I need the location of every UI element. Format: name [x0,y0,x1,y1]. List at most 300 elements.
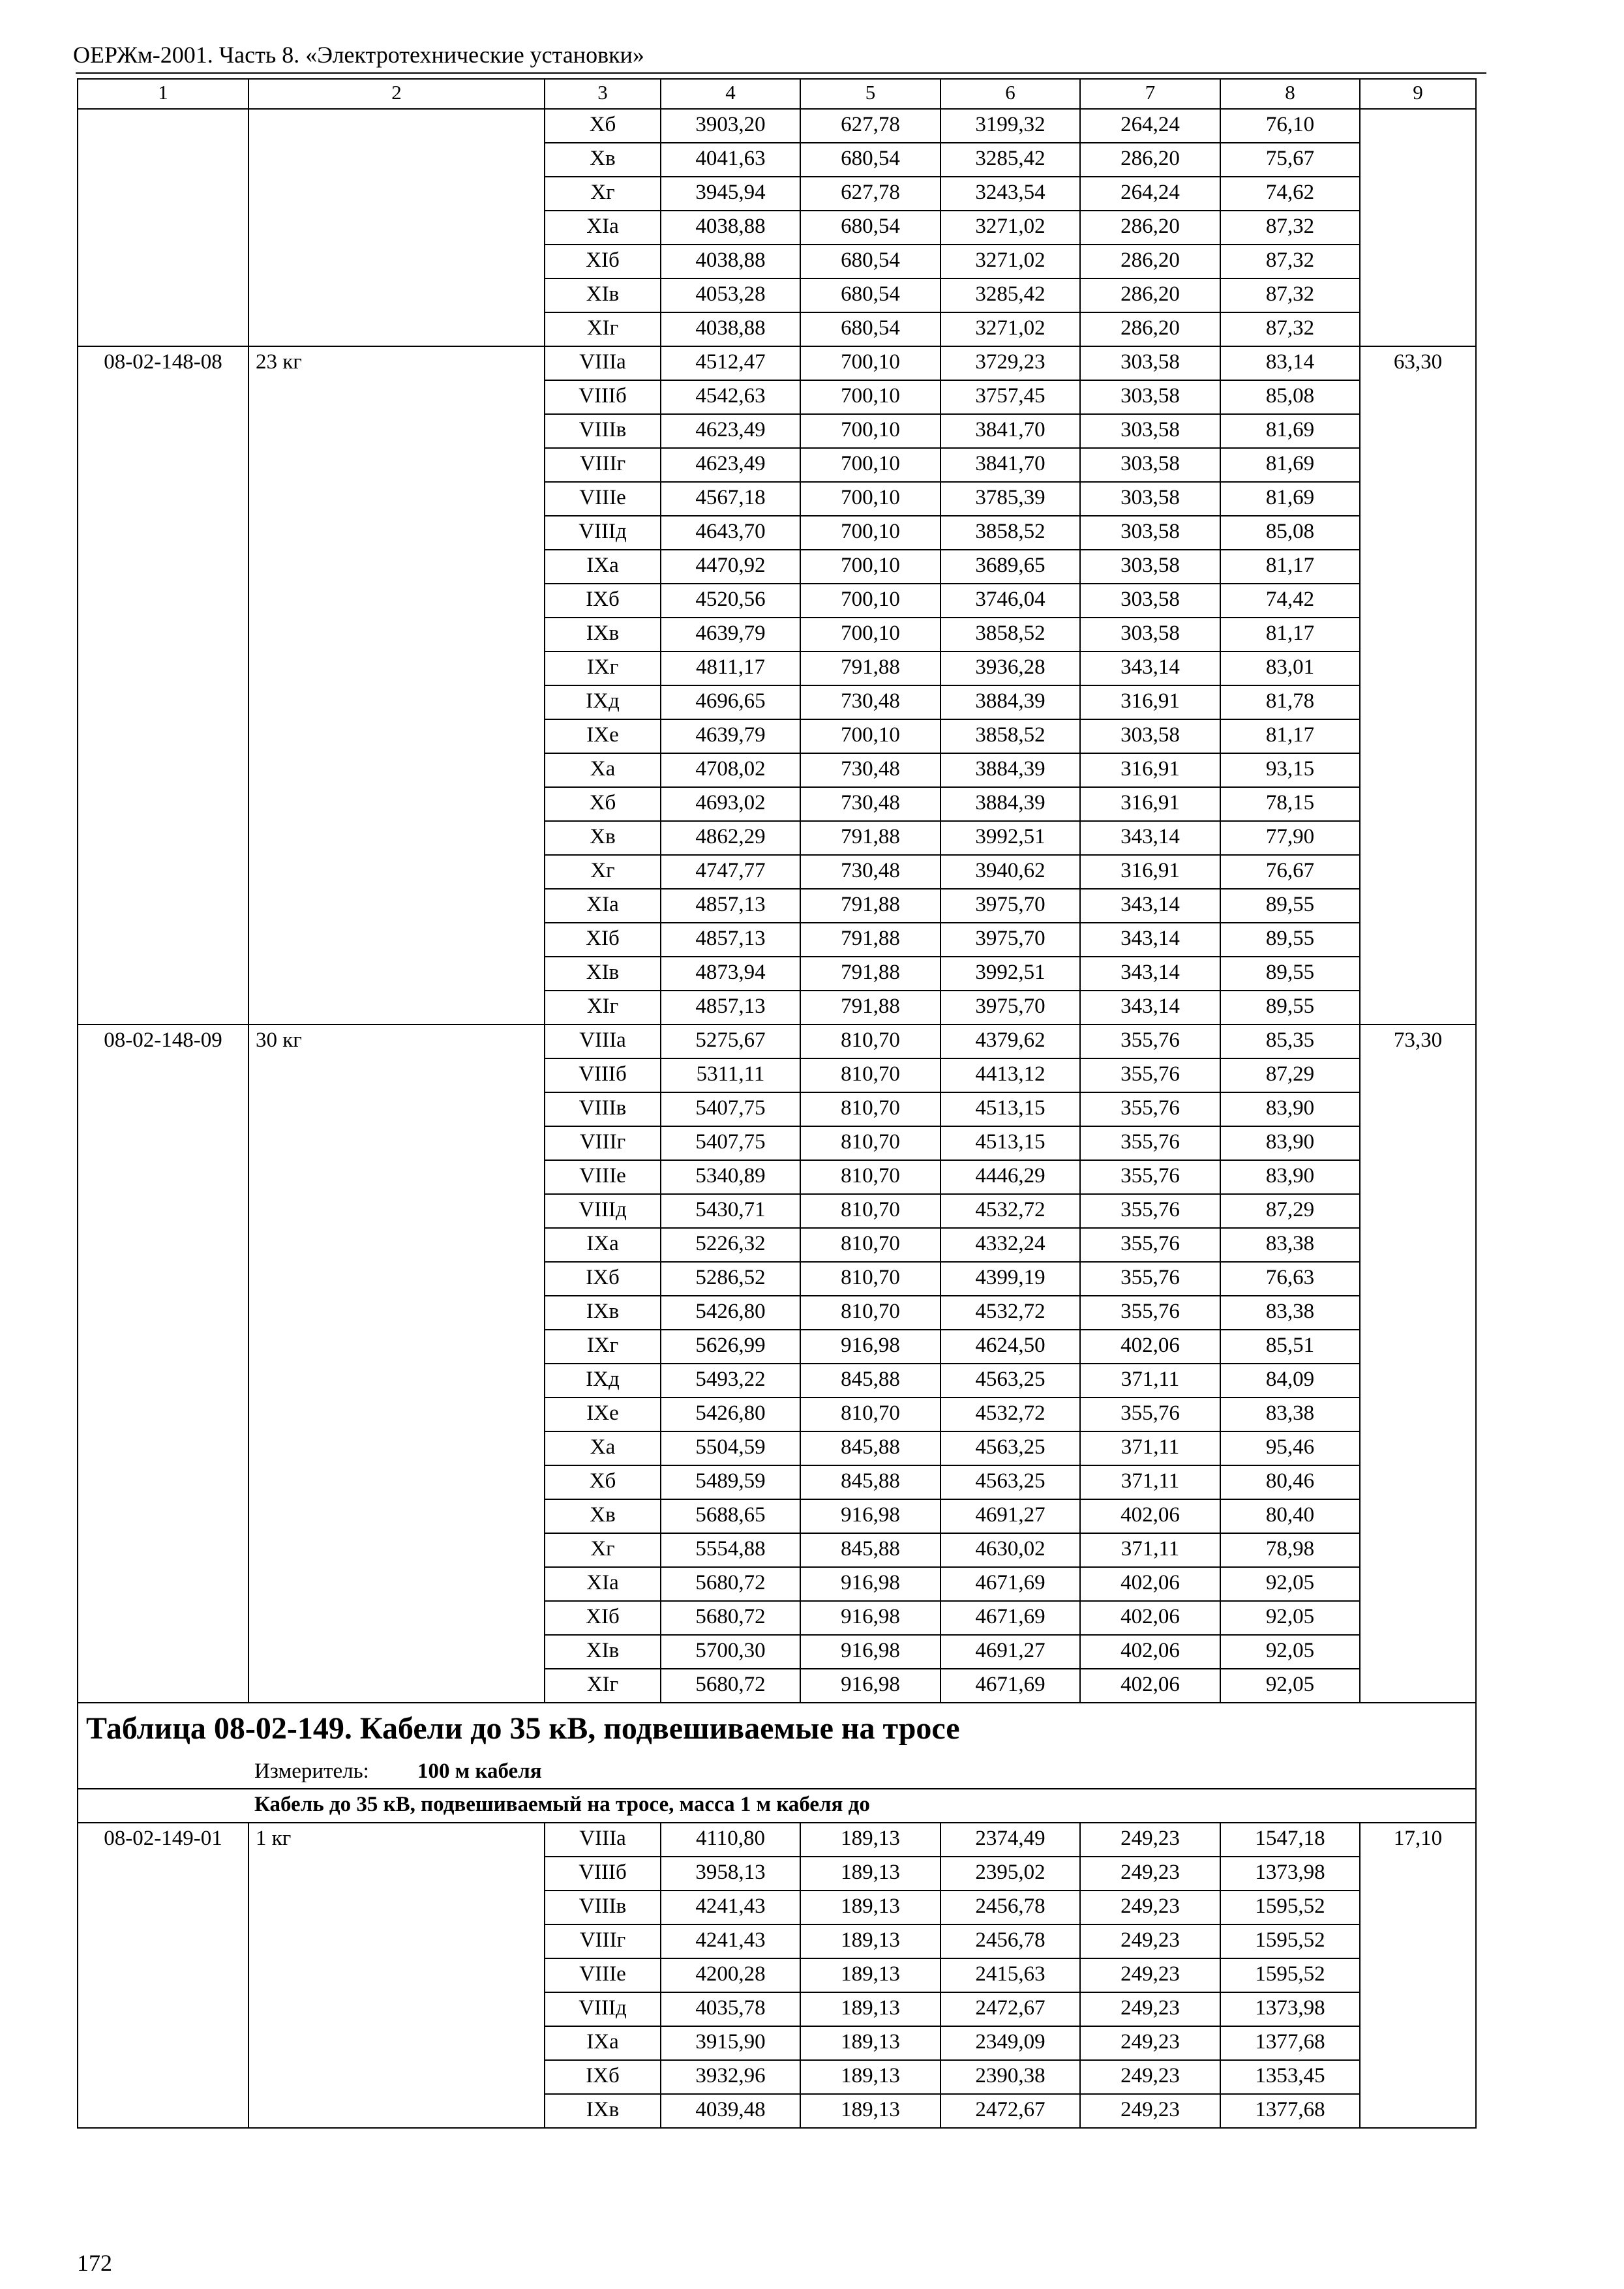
column-number: 5 [800,79,940,109]
machines-cell: 3940,62 [940,855,1080,889]
machines-cell: 3858,52 [940,516,1080,550]
wages-cell: 700,10 [800,550,940,584]
wages-cell: 810,70 [800,1296,940,1330]
total-cost-cell: 4241,43 [661,1891,800,1924]
total-cost-cell: 4053,28 [661,278,800,312]
machines-cell: 3285,42 [940,143,1080,177]
wages-cell: 189,13 [800,2026,940,2060]
zone-cell: IXв [545,1296,661,1330]
table-148-body [78,79,1476,1703]
materials-cell: 83,90 [1220,1126,1360,1160]
total-cost-cell: 4520,56 [661,584,800,618]
machinists-wages-cell: 303,58 [1080,516,1220,550]
machines-cell: 4332,24 [940,1228,1080,1262]
total-cost-cell: 5430,71 [661,1194,800,1228]
machinists-wages-cell: 249,23 [1080,1992,1220,2026]
machinists-wages-cell: 316,91 [1080,753,1220,787]
machinists-wages-cell: 264,24 [1080,177,1220,211]
machines-cell: 2472,67 [940,1992,1080,2026]
materials-cell: 83,90 [1220,1092,1360,1126]
wages-cell: 916,98 [800,1635,940,1669]
header-rule [76,72,1486,74]
total-cost-cell: 5688,65 [661,1499,800,1533]
wages-cell: 810,70 [800,1092,940,1126]
machines-cell: 2415,63 [940,1958,1080,1992]
machines-cell: 4671,69 [940,1567,1080,1601]
machines-cell: 4446,29 [940,1160,1080,1194]
materials-cell: 1373,98 [1220,1857,1360,1891]
column-number: 9 [1360,79,1476,109]
total-cost-cell: 4038,88 [661,245,800,278]
zone-cell: VIIIа [545,346,661,380]
wages-cell: 627,78 [800,177,940,211]
machines-cell: 3785,39 [940,482,1080,516]
machinists-wages-cell: 371,11 [1080,1364,1220,1398]
total-cost-cell: 4639,79 [661,618,800,651]
wages-cell: 916,98 [800,1499,940,1533]
materials-cell: 83,90 [1220,1160,1360,1194]
col9-cell: 63,30 [1360,346,1476,1025]
zone-cell: VIIIб [545,1857,661,1891]
total-cost-cell: 4623,49 [661,448,800,482]
total-cost-cell: 5426,80 [661,1398,800,1431]
machinists-wages-cell: 303,58 [1080,346,1220,380]
wages-cell: 730,48 [800,753,940,787]
total-cost-cell: 3958,13 [661,1857,800,1891]
total-cost-cell: 4038,88 [661,312,800,346]
materials-cell: 89,55 [1220,923,1360,957]
machinists-wages-cell: 249,23 [1080,1891,1220,1924]
machines-cell: 3841,70 [940,448,1080,482]
materials-cell: 95,46 [1220,1431,1360,1465]
zone-cell: XIб [545,923,661,957]
wages-cell: 680,54 [800,278,940,312]
table-row [78,109,1476,143]
zone-cell: XIб [545,245,661,278]
zone-cell: IXе [545,719,661,753]
wages-cell: 845,88 [800,1533,940,1567]
total-cost-cell: 5504,59 [661,1431,800,1465]
measure-label: Измеритель: [254,1759,369,1783]
machines-cell: 3271,02 [940,211,1080,245]
machines-cell: 4513,15 [940,1126,1080,1160]
materials-cell: 74,62 [1220,177,1360,211]
machines-cell: 4532,72 [940,1194,1080,1228]
price-table [77,78,1477,2129]
machinists-wages-cell: 286,20 [1080,312,1220,346]
col9-cell [1360,109,1476,346]
machinists-wages-cell: 343,14 [1080,651,1220,685]
table-row [78,1823,1476,1857]
machines-cell: 3975,70 [940,991,1080,1025]
wages-cell: 189,13 [800,1857,940,1891]
wages-cell: 845,88 [800,1364,940,1398]
total-cost-cell: 5493,22 [661,1364,800,1398]
zone-cell: IXа [545,2026,661,2060]
wages-cell: 916,98 [800,1567,940,1601]
materials-cell: 87,32 [1220,312,1360,346]
machines-cell: 2456,78 [940,1891,1080,1924]
total-cost-cell: 5680,72 [661,1567,800,1601]
code-cell: 08-02-149-01 [78,1823,248,2128]
wages-cell: 916,98 [800,1330,940,1364]
machinists-wages-cell: 286,20 [1080,211,1220,245]
zone-cell: Xб [545,109,661,143]
machines-cell: 3884,39 [940,787,1080,821]
mass-cell: 23 кг [248,346,545,1025]
machines-cell: 4691,27 [940,1499,1080,1533]
total-cost-cell: 4623,49 [661,414,800,448]
zone-cell: VIIIд [545,1992,661,2026]
mass-cell: 30 кг [248,1025,545,1703]
machinists-wages-cell: 355,76 [1080,1228,1220,1262]
zone-cell: XIг [545,991,661,1025]
machinists-wages-cell: 371,11 [1080,1465,1220,1499]
zone-cell: Xа [545,753,661,787]
machines-cell: 4399,19 [940,1262,1080,1296]
total-cost-cell: 5275,67 [661,1025,800,1058]
total-cost-cell: 4857,13 [661,991,800,1025]
wages-cell: 189,13 [800,2094,940,2128]
zone-cell: Xг [545,855,661,889]
materials-cell: 92,05 [1220,1601,1360,1635]
machinists-wages-cell: 286,20 [1080,278,1220,312]
zone-cell: VIIIг [545,1126,661,1160]
column-number: 1 [78,79,248,109]
machines-cell: 4671,69 [940,1601,1080,1635]
zone-cell: Xа [545,1431,661,1465]
zone-cell: XIа [545,1567,661,1601]
zone-cell: Xг [545,1533,661,1567]
table-149-heading [78,1703,1476,1823]
materials-cell: 89,55 [1220,889,1360,923]
total-cost-cell: 4639,79 [661,719,800,753]
machinists-wages-cell: 316,91 [1080,855,1220,889]
zone-cell: Xб [545,1465,661,1499]
materials-cell: 78,98 [1220,1533,1360,1567]
materials-cell: 1353,45 [1220,2060,1360,2094]
materials-cell: 89,55 [1220,991,1360,1025]
machines-cell: 4532,72 [940,1398,1080,1431]
total-cost-cell: 4038,88 [661,211,800,245]
machines-cell: 3199,32 [940,109,1080,143]
total-cost-cell: 4643,70 [661,516,800,550]
materials-cell: 74,42 [1220,584,1360,618]
zone-cell: VIIIе [545,1958,661,1992]
zone-cell: XIг [545,312,661,346]
machinists-wages-cell: 249,23 [1080,2060,1220,2094]
machines-cell: 2390,38 [940,2060,1080,2094]
wages-cell: 810,70 [800,1228,940,1262]
materials-cell: 83,38 [1220,1296,1360,1330]
machines-cell: 3757,45 [940,380,1080,414]
machines-cell: 3858,52 [940,719,1080,753]
zone-cell: IXв [545,618,661,651]
total-cost-cell: 3932,96 [661,2060,800,2094]
wages-cell: 700,10 [800,719,940,753]
col9-cell: 17,10 [1360,1823,1476,2128]
materials-cell: 85,08 [1220,380,1360,414]
materials-cell: 81,17 [1220,719,1360,753]
total-cost-cell: 4747,77 [661,855,800,889]
zone-cell: VIIIе [545,482,661,516]
machinists-wages-cell: 286,20 [1080,245,1220,278]
machines-cell: 3285,42 [940,278,1080,312]
wages-cell: 680,54 [800,245,940,278]
wages-cell: 680,54 [800,312,940,346]
machines-cell: 4563,25 [940,1364,1080,1398]
table-title-row [78,1703,1476,1757]
zone-cell: IXг [545,651,661,685]
wages-cell: 810,70 [800,1058,940,1092]
materials-cell: 83,38 [1220,1398,1360,1431]
total-cost-cell: 4110,80 [661,1823,800,1857]
materials-cell: 84,09 [1220,1364,1360,1398]
machinists-wages-cell: 371,11 [1080,1431,1220,1465]
measure-cell [78,1757,1476,1789]
machines-cell: 4413,12 [940,1058,1080,1092]
materials-cell: 1595,52 [1220,1924,1360,1958]
materials-cell: 87,29 [1220,1058,1360,1092]
materials-cell: 78,15 [1220,787,1360,821]
machinists-wages-cell: 402,06 [1080,1601,1220,1635]
machines-cell: 4563,25 [940,1431,1080,1465]
machinists-wages-cell: 402,06 [1080,1499,1220,1533]
table-title: Таблица 08-02-149. Кабели до 35 кВ, подвешиваемые на тросе [78,1703,1476,1757]
machinists-wages-cell: 316,91 [1080,685,1220,719]
total-cost-cell: 5340,89 [661,1160,800,1194]
materials-cell: 1595,52 [1220,1958,1360,1992]
measure-value: 100 м кабеля [417,1759,542,1783]
wages-cell: 189,13 [800,1992,940,2026]
table-row [78,1025,1476,1058]
total-cost-cell: 4873,94 [661,957,800,991]
total-cost-cell: 5626,99 [661,1330,800,1364]
total-cost-cell: 4693,02 [661,787,800,821]
wages-cell: 700,10 [800,414,940,448]
machinists-wages-cell: 249,23 [1080,1823,1220,1857]
wages-cell: 810,70 [800,1025,940,1058]
total-cost-cell: 4512,47 [661,346,800,380]
total-cost-cell: 4862,29 [661,821,800,855]
machinists-wages-cell: 316,91 [1080,787,1220,821]
machines-cell: 4671,69 [940,1669,1080,1703]
materials-cell: 87,32 [1220,211,1360,245]
zone-cell: IXд [545,1364,661,1398]
machines-cell: 3746,04 [940,584,1080,618]
machinists-wages-cell: 303,58 [1080,618,1220,651]
total-cost-cell: 4708,02 [661,753,800,787]
zone-cell: IXе [545,1398,661,1431]
materials-cell: 81,69 [1220,448,1360,482]
section-heading: Кабель до 35 кВ, подвешиваемый на тросе, масса 1 м кабеля до [78,1789,1476,1823]
wages-cell: 810,70 [800,1160,940,1194]
machinists-wages-cell: 249,23 [1080,1857,1220,1891]
total-cost-cell: 4470,92 [661,550,800,584]
machinists-wages-cell: 249,23 [1080,2026,1220,2060]
machines-cell: 4513,15 [940,1092,1080,1126]
materials-cell: 1377,68 [1220,2094,1360,2128]
wages-cell: 700,10 [800,584,940,618]
materials-cell: 76,67 [1220,855,1360,889]
materials-cell: 1547,18 [1220,1823,1360,1857]
zone-cell: IXа [545,1228,661,1262]
zone-cell: IXд [545,685,661,719]
zone-cell: Xб [545,787,661,821]
wages-cell: 189,13 [800,1823,940,1857]
machinists-wages-cell: 286,20 [1080,143,1220,177]
zone-cell: IXб [545,2060,661,2094]
wages-cell: 791,88 [800,651,940,685]
machines-cell: 3858,52 [940,618,1080,651]
machines-cell: 3884,39 [940,685,1080,719]
machinists-wages-cell: 402,06 [1080,1635,1220,1669]
machines-cell: 2456,78 [940,1924,1080,1958]
machinists-wages-cell: 303,58 [1080,380,1220,414]
wages-cell: 680,54 [800,211,940,245]
zone-cell: Xв [545,821,661,855]
wages-cell: 680,54 [800,143,940,177]
machines-cell: 3841,70 [940,414,1080,448]
machinists-wages-cell: 343,14 [1080,889,1220,923]
wages-cell: 627,78 [800,109,940,143]
total-cost-cell: 4567,18 [661,482,800,516]
machines-cell: 2472,67 [940,2094,1080,2128]
wages-cell: 730,48 [800,855,940,889]
zone-cell: VIIIа [545,1823,661,1857]
total-cost-cell: 4041,63 [661,143,800,177]
total-cost-cell: 5489,59 [661,1465,800,1499]
zone-cell: XIв [545,1635,661,1669]
machines-cell: 4563,25 [940,1465,1080,1499]
machinists-wages-cell: 303,58 [1080,584,1220,618]
total-cost-cell: 5680,72 [661,1601,800,1635]
zone-cell: VIIIа [545,1025,661,1058]
zone-cell: VIIIд [545,1194,661,1228]
machines-cell: 4379,62 [940,1025,1080,1058]
machines-cell: 2395,02 [940,1857,1080,1891]
total-cost-cell: 4696,65 [661,685,800,719]
wages-cell: 700,10 [800,346,940,380]
zone-cell: XIа [545,211,661,245]
total-cost-cell: 5680,72 [661,1669,800,1703]
wages-cell: 791,88 [800,991,940,1025]
wages-cell: 810,70 [800,1194,940,1228]
table-row [78,346,1476,380]
materials-cell: 81,78 [1220,685,1360,719]
total-cost-cell: 4857,13 [661,923,800,957]
materials-cell: 80,40 [1220,1499,1360,1533]
materials-cell: 92,05 [1220,1567,1360,1601]
machines-cell: 4691,27 [940,1635,1080,1669]
code-cell: 08-02-148-08 [78,346,248,1025]
mass-cell: 1 кг [248,1823,545,2128]
zone-cell: VIIIе [545,1160,661,1194]
machinists-wages-cell: 249,23 [1080,2094,1220,2128]
wages-cell: 700,10 [800,516,940,550]
machinists-wages-cell: 402,06 [1080,1330,1220,1364]
machinists-wages-cell: 343,14 [1080,991,1220,1025]
machines-cell: 3975,70 [940,889,1080,923]
machinists-wages-cell: 303,58 [1080,482,1220,516]
wages-cell: 700,10 [800,618,940,651]
machinists-wages-cell: 303,58 [1080,719,1220,753]
column-number: 7 [1080,79,1220,109]
machinists-wages-cell: 303,58 [1080,414,1220,448]
zone-cell: XIв [545,957,661,991]
wages-cell: 916,98 [800,1669,940,1703]
machines-cell: 3884,39 [940,753,1080,787]
materials-cell: 87,32 [1220,278,1360,312]
machines-cell: 4624,50 [940,1330,1080,1364]
column-number-row [78,79,1476,109]
materials-cell: 80,46 [1220,1465,1360,1499]
materials-cell: 81,17 [1220,550,1360,584]
materials-cell: 76,10 [1220,109,1360,143]
machines-cell: 2349,09 [940,2026,1080,2060]
machinists-wages-cell: 355,76 [1080,1025,1220,1058]
machinists-wages-cell: 343,14 [1080,957,1220,991]
wages-cell: 730,48 [800,685,940,719]
wages-cell: 810,70 [800,1126,940,1160]
machines-cell: 2374,49 [940,1823,1080,1857]
total-cost-cell: 4811,17 [661,651,800,685]
machinists-wages-cell: 355,76 [1080,1262,1220,1296]
zone-cell: VIIIг [545,1924,661,1958]
zone-cell: VIIIв [545,1891,661,1924]
total-cost-cell: 4035,78 [661,1992,800,2026]
zone-cell: IXа [545,550,661,584]
materials-cell: 1377,68 [1220,2026,1360,2060]
total-cost-cell: 5426,80 [661,1296,800,1330]
machines-cell: 3992,51 [940,957,1080,991]
machines-cell: 3689,65 [940,550,1080,584]
code-cell: 08-02-148-09 [78,1025,248,1703]
machinists-wages-cell: 355,76 [1080,1126,1220,1160]
machinists-wages-cell: 343,14 [1080,821,1220,855]
total-cost-cell: 3915,90 [661,2026,800,2060]
total-cost-cell: 5407,75 [661,1126,800,1160]
machines-cell: 3243,54 [940,177,1080,211]
wages-cell: 189,13 [800,1958,940,1992]
materials-cell: 89,55 [1220,957,1360,991]
machines-cell: 3271,02 [940,312,1080,346]
wages-cell: 730,48 [800,787,940,821]
machines-cell: 3992,51 [940,821,1080,855]
wages-cell: 845,88 [800,1465,940,1499]
zone-cell: VIIIб [545,1058,661,1092]
wages-cell: 189,13 [800,1924,940,1958]
total-cost-cell: 5700,30 [661,1635,800,1669]
machinists-wages-cell: 355,76 [1080,1398,1220,1431]
column-number: 2 [248,79,545,109]
code-cell [78,109,248,346]
wages-cell: 845,88 [800,1431,940,1465]
total-cost-cell: 5311,11 [661,1058,800,1092]
wages-cell: 700,10 [800,482,940,516]
wages-cell: 916,98 [800,1601,940,1635]
materials-cell: 77,90 [1220,821,1360,855]
column-number: 3 [545,79,661,109]
machinists-wages-cell: 249,23 [1080,1924,1220,1958]
machines-cell: 3729,23 [940,346,1080,380]
materials-cell: 92,05 [1220,1635,1360,1669]
machines-cell: 4532,72 [940,1296,1080,1330]
wages-cell: 700,10 [800,448,940,482]
machinists-wages-cell: 355,76 [1080,1092,1220,1126]
document-header: ОЕРЖм-2001. Часть 8. «Электротехнические установки» [73,42,644,68]
total-cost-cell: 4039,48 [661,2094,800,2128]
